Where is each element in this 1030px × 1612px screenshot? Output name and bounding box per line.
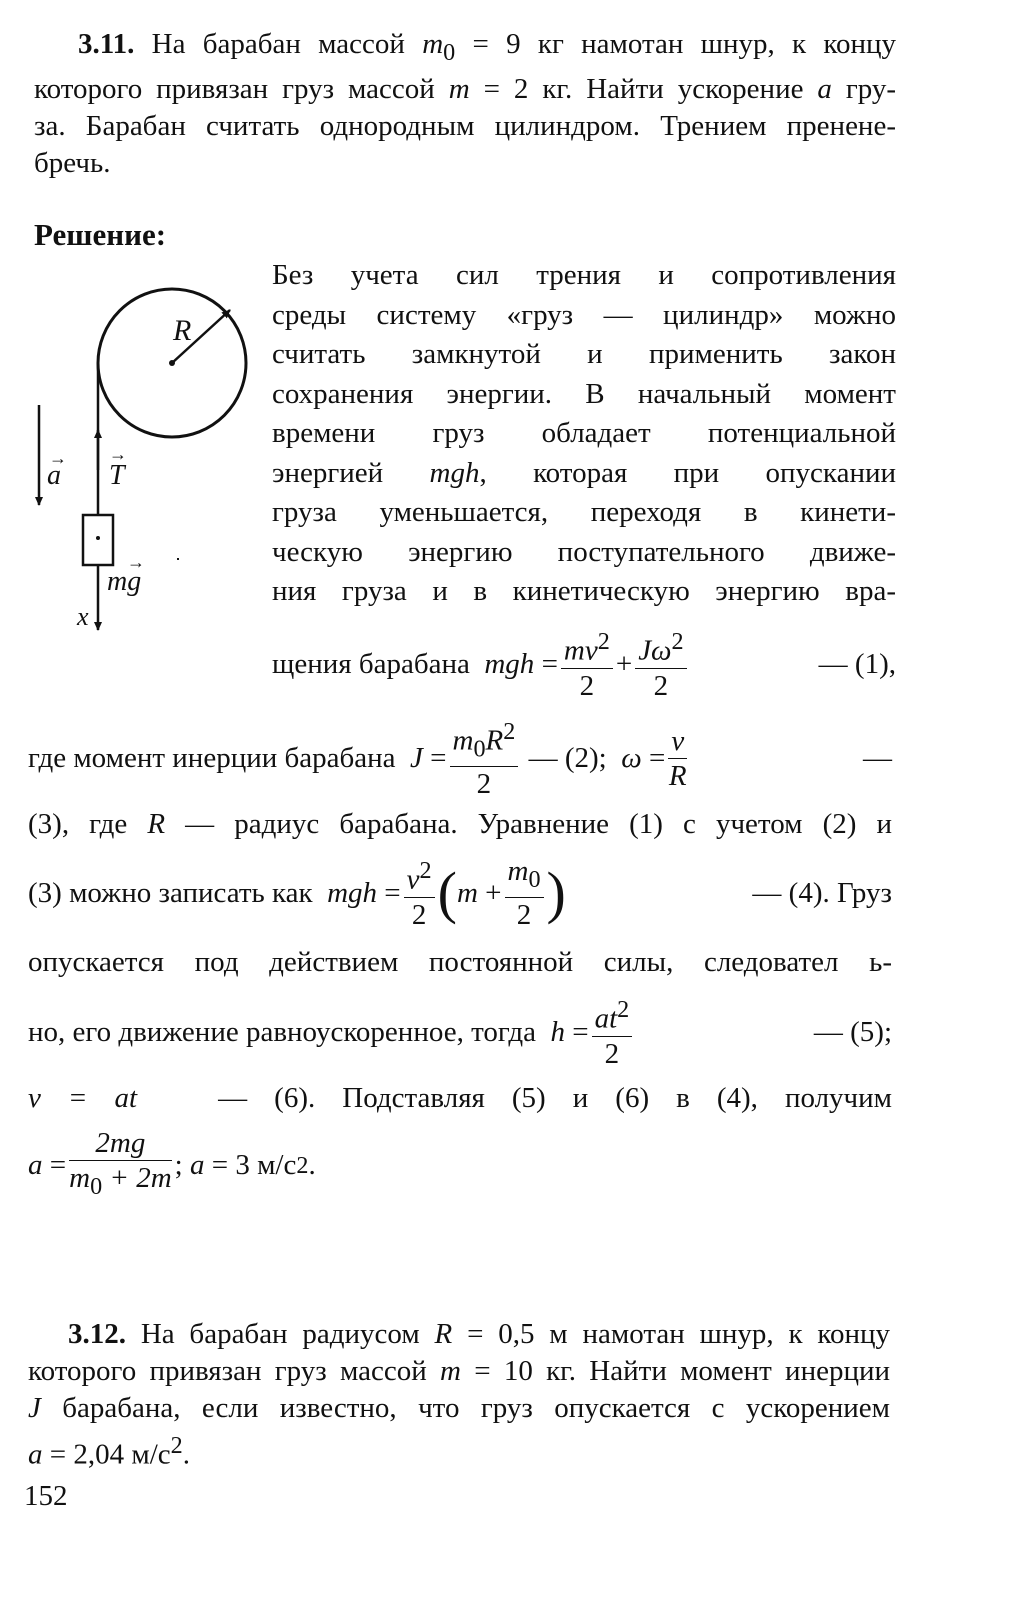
fraction-m0-over-2: $\frac{m_0}{2}$	[505, 854, 544, 932]
label-a: a	[47, 460, 61, 491]
equation-5: но, его движение равноускоренное, тогда h = $\frac{at^2}{2}$ — (5);	[28, 992, 892, 1072]
page-number: 152	[24, 1480, 68, 1512]
problem-3-12-line-2: которого привязан груз массой m = 10 кг. Найти момент инерции	[28, 1355, 891, 1387]
problem-3-11	[34, 26, 896, 182]
result-equation: a = $\frac{2mg}{m_0 + 2m}$ ; a = 3 м/с 2 .	[28, 1122, 628, 1208]
problem-3-11-line-1: 3.11. На барабан массой $m_0 = 9$ кг намотан шнур, к концу	[78, 28, 897, 66]
problem-3-11-line-3: за. Барабан считать однородным цилиндром. Трением пренене-	[34, 109, 896, 142]
solution-line-14: опускается под действием постоянной силы, следовател ь-	[28, 946, 892, 978]
solution-right-column	[272, 256, 896, 612]
solution-line-2: среды систему «груз — цилиндр» можно	[272, 298, 896, 331]
label-mg: mg	[107, 566, 142, 597]
problem-3-11-line-2: которого привязан груз массой m = 2 кг. Найти ускорение a гру-	[34, 72, 897, 105]
equation-4: (3) можно записать как mgh = $\frac{v^2}{2}$ ( m + $\frac{m_0}{2}$ ) — (4). Груз	[28, 855, 892, 931]
right-paren: )	[546, 860, 566, 925]
fraction-m0R2-over-2: $\frac{m_0R^2}{2}$	[450, 715, 519, 801]
fraction-v2-over-2: $\frac{v^2}{2}$	[404, 854, 435, 932]
solution-line-7: груза уменьшается, переходя в кинети-	[272, 496, 896, 528]
solution-line-8: ческую энергию поступательного движе-	[272, 535, 896, 568]
vector-arrow-a-icon: →	[49, 448, 67, 468]
left-paren: (	[437, 860, 457, 925]
solution-line-9: ния груза и в кинетическую энергию вра-	[272, 575, 896, 607]
problem-3-12-line-4: a = 2,04 $м/с^2$.	[28, 1432, 190, 1471]
solution-line-16: v = at — (6). Подставляя (5) и (6) в (4), получим	[28, 1082, 893, 1114]
vector-arrow-T-icon: →	[109, 444, 127, 464]
drum-figure	[25, 270, 265, 640]
fraction-mv2-over-2: $\frac{mv^2}{2}$	[561, 625, 613, 703]
solution-line-12: (3), где R — радиус барабана. Уравнение (1) с учетом (2) и	[28, 808, 893, 840]
fraction-2mg-over-m0-plus-2m: $\frac{2mg}{m_0 + 2m}$	[69, 1127, 172, 1200]
solution-heading: Решение:	[34, 217, 167, 252]
solution-line-3: считать замкнутой и применить закон	[272, 338, 896, 370]
solution-line-6: энергией mgh, которая при опускании	[272, 456, 897, 489]
problem-3-12-line-1: 3.12. На барабан радиусом R = 0,5 м намотан шнур, к концу	[68, 1318, 891, 1350]
fraction-Jw2-over-2: $\frac{J\omega^2}{2}$	[635, 625, 686, 703]
label-x: x	[77, 602, 89, 631]
problem-3-11-line-4: бречь.	[34, 146, 111, 179]
fraction-v-over-R: $\frac{v}{R}$	[668, 724, 687, 792]
vector-arrow-mg-icon: →	[127, 552, 145, 572]
solution-line-5: времени груз обладает потенциальной	[272, 417, 896, 449]
fraction-at2-over-2: $\frac{at^2}{2}$	[592, 993, 633, 1071]
solution-line-4: сохранения энергии. В начальный момент	[272, 377, 896, 410]
label-T: T	[109, 460, 125, 491]
label-R: R	[173, 314, 192, 347]
equation-1: щения барабана mgh = $\frac{mv^2}{2}$ + $\frac{J\omega^2}{2}$ — (1),	[272, 624, 896, 704]
equation-2-3: где момент инерции барабана J = $\frac{m_0R^2}{2}$ — (2); ω = $\frac{v}{R}$ —	[28, 718, 892, 798]
problem-3-12	[28, 1316, 890, 1474]
solution-line-1: Без учета сил трения и сопротивления	[272, 259, 896, 291]
drum-center	[169, 360, 175, 366]
problem-3-12-line-3: J барабана, если известно, что груз опускается с ускорением	[28, 1392, 890, 1424]
